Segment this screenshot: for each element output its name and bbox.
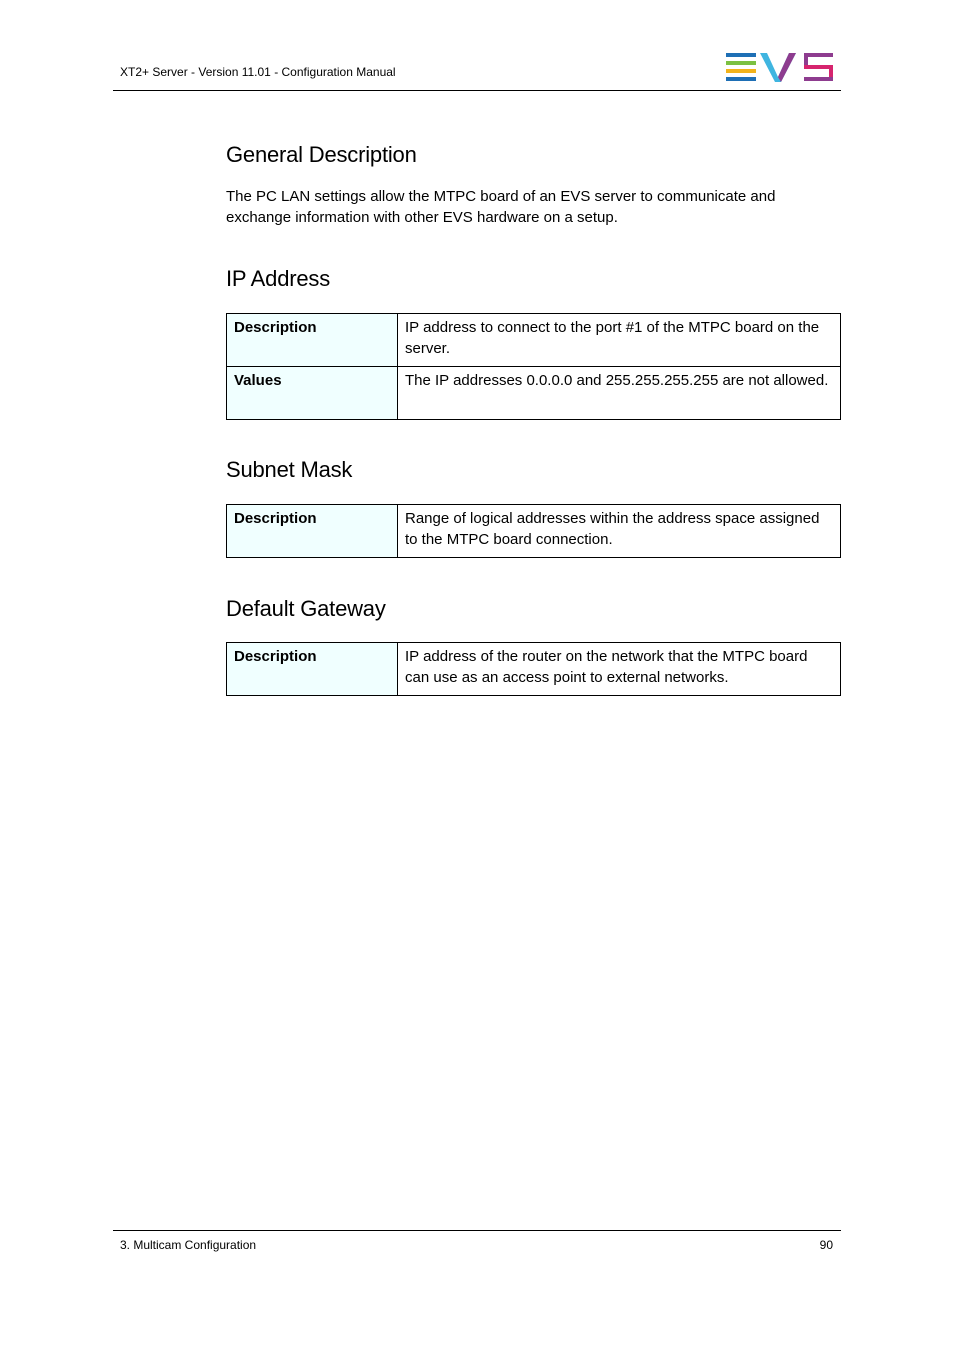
row-label: Description: [227, 505, 398, 558]
default-gateway-heading: Default Gateway: [226, 596, 386, 621]
header-divider: [113, 90, 841, 91]
row-label: Description: [227, 314, 398, 367]
table-row: [227, 367, 841, 420]
table-row: [227, 643, 841, 696]
running-header: XT2+ Server - Version 11.01 - Configuration Manual: [120, 65, 396, 79]
row-value: IP address to connect to the port #1 of the MTPC board on the server.: [398, 314, 841, 367]
ip-address-table: [226, 313, 841, 420]
table-row: [227, 314, 841, 367]
evs-logo: [726, 53, 834, 82]
general-description-text: The PC LAN settings allow the MTPC board of an EVS server to communicate and exchange information with other EVS hardware on a setup.: [226, 188, 776, 226]
row-label: Values: [227, 367, 398, 420]
row-label: Description: [227, 643, 398, 696]
footer-divider: [113, 1230, 841, 1231]
page-number: 90: [819, 1238, 833, 1252]
row-value: IP address of the router on the network that the MTPC board can use as an access point to external networks.: [398, 643, 841, 696]
general-description-heading: General Description: [226, 142, 417, 167]
row-value: The IP addresses 0.0.0.0 and 255.255.255.255 are not allowed.: [398, 367, 841, 420]
table-row: [227, 505, 841, 558]
ip-address-heading: IP Address: [226, 266, 330, 291]
default-gateway-table: [226, 642, 841, 696]
row-value: Range of logical addresses within the address space assigned to the MTPC board connection.: [398, 505, 841, 558]
subnet-mask-heading: Subnet Mask: [226, 457, 353, 482]
footer-chapter: 3. Multicam Configuration: [120, 1238, 257, 1252]
subnet-mask-table: [226, 504, 841, 558]
